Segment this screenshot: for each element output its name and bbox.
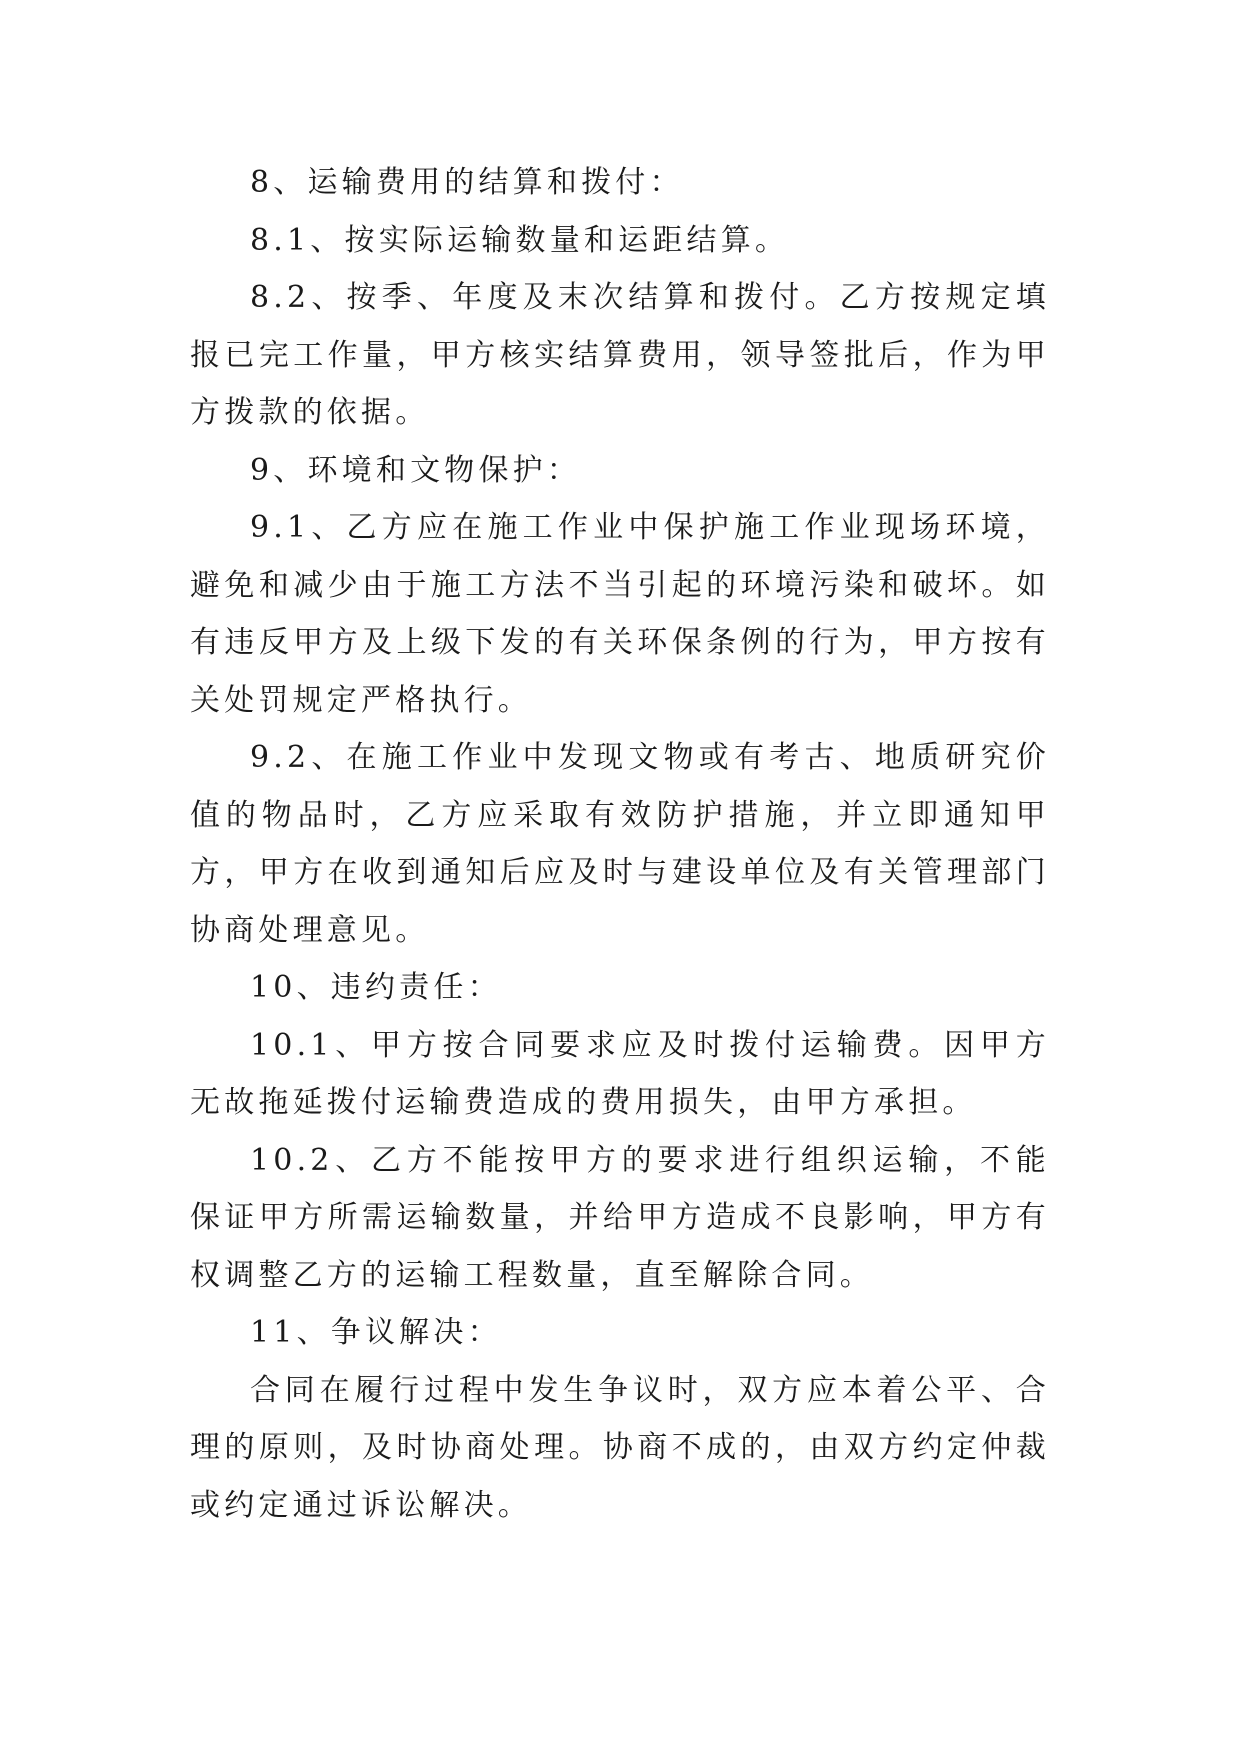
- clause-9-heading: 9、环境和文物保护：: [250, 452, 582, 488]
- document-body: [190, 154, 1050, 1534]
- clause-9-2: 9.2、在施工作业中发现文物或有考古、地质研究价值的物品时，乙方应采取有效防护措施，并立即通知甲方，甲方在收到通知后应及时与建设单位及有关管理部门协商处理意见。: [190, 740, 1050, 948]
- clause-10-heading: 10、违约责任：: [250, 970, 502, 1005]
- clause-11-body: 合同在履行过程中发生争议时，双方应本着公平、合理的原则，及时协商处理。协商不成的，由双方约定仲裁或约定通过诉讼解决。: [190, 1372, 1050, 1523]
- clause-10-2: 10.2、乙方不能按甲方的要求进行组织运输，不能保证甲方所需运输数量，并给甲方造成不良影响，甲方有权调整乙方的运输工程数量，直至解除合同。: [190, 1142, 1050, 1293]
- clause-9-1: 9.1、乙方应在施工作业中保护施工作业现场环境，避免和减少由于施工方法不当引起的环境污染和破坏。如有违反甲方及上级下发的有关环保条例的行为，甲方按有关处罚规定严格执行。: [190, 510, 1050, 718]
- clause-11-heading: 11、争议解决：: [250, 1315, 502, 1350]
- clause-8-heading: 8、运输费用的结算和拨付：: [250, 165, 684, 200]
- clause-8-1: 8.1、按实际运输数量和运距结算。: [250, 222, 790, 258]
- clause-10-1: 10.1、甲方按合同要求应及时拨付运输费。因甲方无故拖延拨付运输费造成的费用损失，由甲方承担。: [190, 1027, 1050, 1120]
- clause-8-2: 8.2、按季、年度及末次结算和拨付。乙方按规定填报已完工作量，甲方核实结算费用，领导签批后，作为甲方拨款的依据。: [190, 280, 1050, 430]
